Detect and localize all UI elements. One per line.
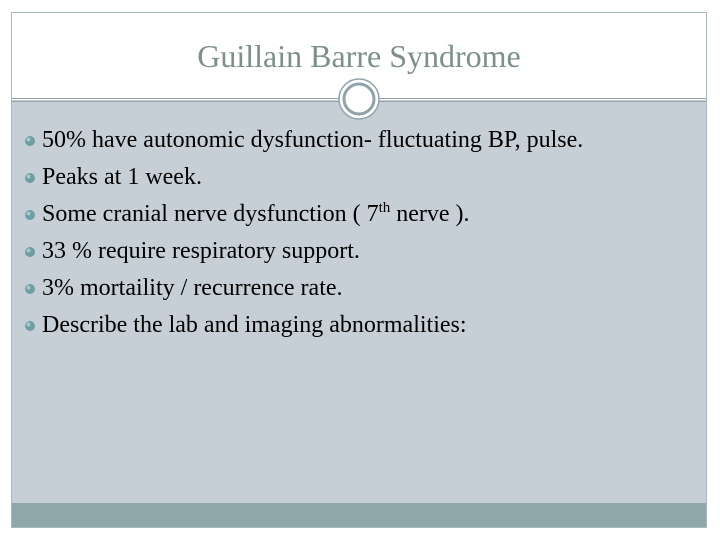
slide-title: Guillain Barre Syndrome — [197, 38, 521, 74]
bullet-item — [24, 237, 684, 266]
bullet-text: Some cranial nerve dysfunction ( 7 — [42, 201, 379, 227]
bullet-text: Peaks at 1 week. — [42, 164, 202, 190]
bullet-disc-icon — [24, 246, 36, 258]
ring-ornament-icon — [337, 77, 381, 121]
bullet-text-continued: nerve ). — [390, 201, 470, 227]
superscript-ordinal: th — [378, 200, 391, 216]
bullet-disc-icon — [24, 172, 36, 184]
bullet-text: 33 % require respiratory support. — [42, 238, 360, 264]
bullet-disc-icon — [24, 209, 36, 221]
bullet-list — [24, 126, 684, 348]
bullet-disc-icon — [24, 283, 36, 295]
bullet-item — [24, 274, 684, 303]
bottom-accent-bar — [12, 503, 706, 527]
bullet-disc-icon — [24, 320, 36, 332]
bullet-disc-icon — [24, 135, 36, 147]
bullet-text: Describe the lab and imaging abnormalities: — [42, 312, 467, 338]
bullet-item — [24, 163, 684, 192]
bullet-item — [24, 126, 684, 155]
bullet-item — [24, 311, 684, 340]
bullet-text: 50% have autonomic dysfunction- fluctuating BP, pulse. — [42, 127, 584, 153]
bullet-item — [24, 200, 684, 229]
bullet-text: 3% mortaility / recurrence rate. — [42, 275, 343, 301]
